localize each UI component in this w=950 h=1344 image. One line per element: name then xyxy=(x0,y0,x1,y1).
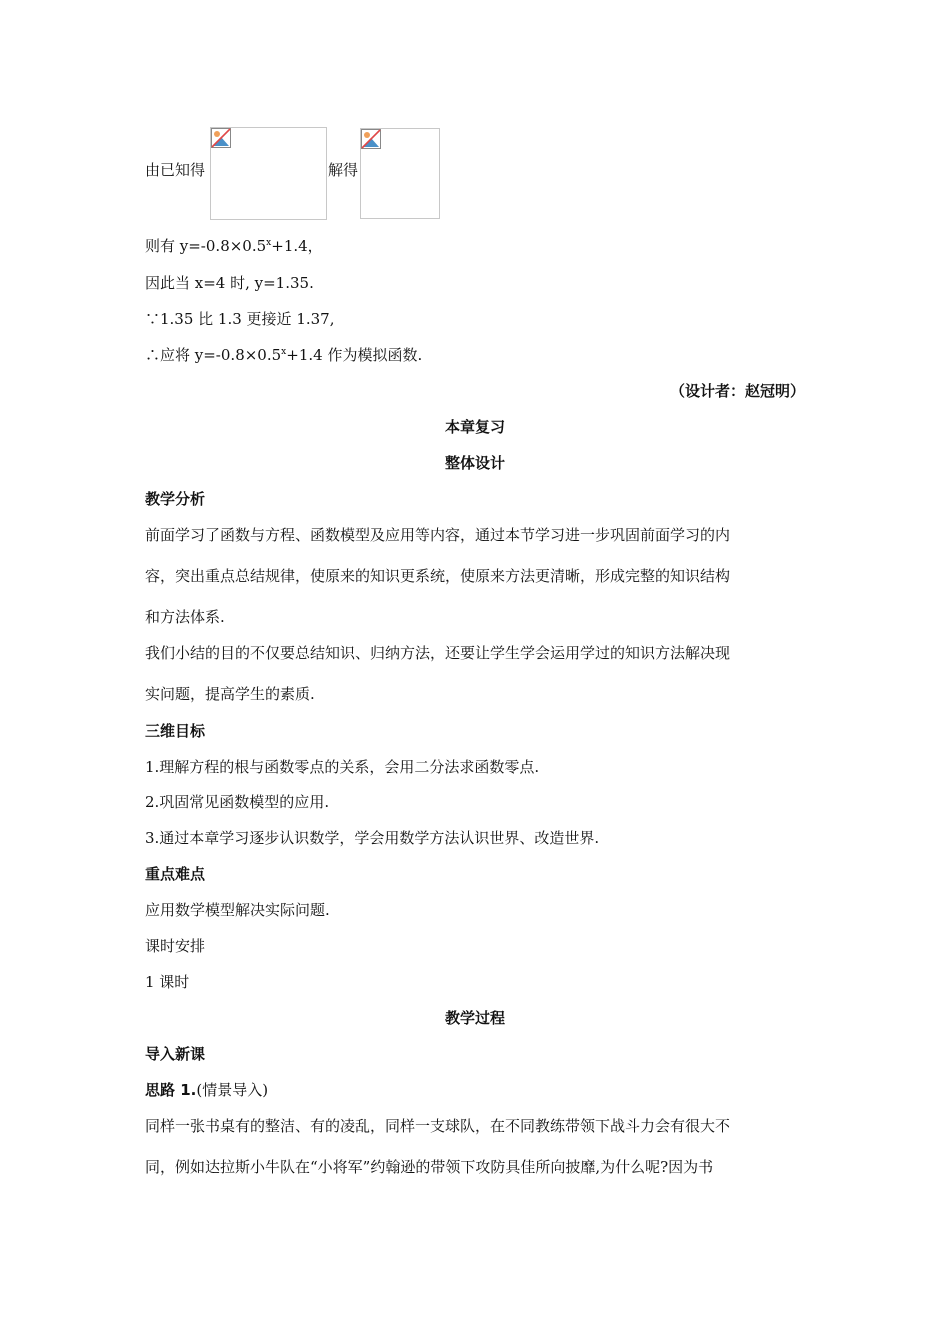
section-title: 整体设计 xyxy=(444,454,505,472)
analysis-heading: 教学分析 xyxy=(145,490,206,508)
goals-heading: 三维目标 xyxy=(145,722,206,740)
solution-image xyxy=(360,128,440,219)
intro-heading: 导入新课 xyxy=(145,1045,206,1063)
solve-label: 解得 xyxy=(328,161,359,179)
designer-credit: （设计者：赵冠明） xyxy=(669,382,805,400)
formula-line: 则有 $y=-0.8\times 0.5^x+1.4$， xyxy=(145,237,323,255)
idea-line xyxy=(145,1080,268,1100)
paragraph-line: 我们小结的目的不仅要总结知识、归纳方法，还要让学生学会运用学过的知识方法解决现 xyxy=(145,644,731,662)
key-points-text: 应用数学模型解决实际问题. xyxy=(145,901,330,919)
goal-item: 3.通过本章学习逐步认识数学，学会用数学方法认识世界、改造世界. xyxy=(145,829,600,847)
known-label: 由已知得 xyxy=(145,161,206,179)
paragraph-line: 和方法体系. xyxy=(145,608,225,626)
substitution-line: 因此当 x=4 时, y=1.35. xyxy=(145,274,314,292)
paragraph-line: 容，突出重点总结规律，使原来的知识更系统，使原来方法更清晰，形成完整的知识结构 xyxy=(145,567,731,585)
goal-item: 1.理解方程的根与函数零点的关系，会用二分法求函数零点. xyxy=(145,758,540,776)
idea-label: 思路 1. xyxy=(145,1081,197,1099)
conclusion-line: ∴应将 $y=-0.8\times 0.5^x+1.4$ 作为模拟函数. xyxy=(145,346,423,364)
equation-system-image xyxy=(210,127,327,220)
chapter-title: 本章复习 xyxy=(444,418,505,436)
process-heading: 教学过程 xyxy=(444,1009,505,1027)
paragraph-line: 同，例如达拉斯小牛队在“小将军”约翰逊的带领下攻防具佳所向披靡,为什么呢?因为书 xyxy=(145,1158,714,1176)
paragraph-line: 实问题，提高学生的素质. xyxy=(145,685,315,703)
schedule-text: 1 课时 xyxy=(145,973,190,991)
broken-image-icon xyxy=(361,129,381,149)
comparison-line: ∵1.35 比 1.3 更接近 1.37, xyxy=(145,310,335,328)
paragraph-line: 前面学习了函数与方程、函数模型及应用等内容，通过本节学习进一步巩固前面学习的内 xyxy=(145,526,731,544)
paragraph-line: 同样一张书桌有的整洁、有的凌乱，同样一支球队，在不同教练带领下战斗力会有很大不 xyxy=(145,1117,731,1135)
schedule-heading: 课时安排 xyxy=(145,937,206,955)
broken-image-icon xyxy=(211,128,231,148)
goal-item: 2.巩固常见函数模型的应用. xyxy=(145,793,330,811)
idea-note: (情景导入) xyxy=(196,1081,269,1099)
key-points-heading: 重点难点 xyxy=(145,865,206,883)
